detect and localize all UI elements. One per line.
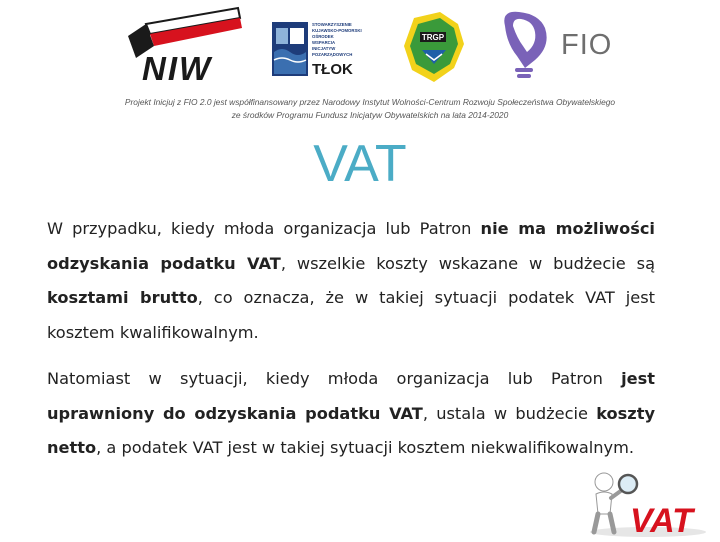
paragraph-2-text-3: , a podatek VAT jest w takiej sytuacji kosztem niekwalifikowalnym. (96, 438, 635, 457)
tlok-line-1: STOWARZYSZENIE (312, 22, 352, 27)
tlok-line-3: OŚRODEK (312, 34, 334, 39)
tlok-line-6: POZARZĄDOWYCH (312, 52, 353, 57)
magnifier-figure-icon (578, 468, 708, 538)
fio-logo-graphic (495, 6, 625, 81)
trgp-logo (400, 10, 470, 85)
tlok-line-4: WSPARCIA (312, 40, 336, 45)
niw-logo-graphic (120, 6, 245, 86)
tlok-logo (270, 18, 375, 80)
slide-title: VAT (313, 135, 407, 193)
funding-note-line-1: Projekt Inicjuj z FIO 2.0 jest współfinansowany przez Narodowy Instytut Wolności-Centrum Rozwoju Społeczeństwa Obywatelskiego (124, 97, 616, 107)
tlok-line-2: KUJAWSKO-POMORSKI (312, 28, 362, 33)
clipart-vat-text: VAT (630, 502, 693, 538)
vat-magnifier-clipart (578, 468, 708, 538)
paragraph-1-text-2: , wszelkie koszty wskazane w budżecie są (280, 253, 655, 273)
niw-logo (120, 6, 245, 86)
tlok-line-5: INICJATYW (312, 46, 336, 51)
tlok-name: TŁOK (312, 61, 353, 78)
fio-logo-text: FIO (561, 29, 613, 61)
paragraph-1-text-1: W przypadku, kiedy młoda organizacja lub Patron (47, 219, 481, 238)
tlok-logo-graphic (270, 18, 375, 80)
paragraph-2-bold-2: koszty netto (47, 403, 656, 457)
paragraph-1-bold-2: kosztami brutto (47, 288, 198, 307)
paragraph-1-bold-1: nie ma możliwości odzyskania podatku VAT (47, 219, 655, 273)
paragraph-gross-costs (47, 212, 655, 350)
paragraph-2-text-2: , ustala w budżecie (422, 403, 597, 423)
paragraph-2-text-1: Natomiast w sytuacji, kiedy młoda organizacja lub Patron (47, 369, 622, 388)
trgp-logo-graphic (400, 10, 470, 85)
trgp-logo-text: TRGP (421, 33, 445, 42)
niw-logo-text: NIW (142, 50, 213, 86)
paragraph-net-costs (47, 362, 655, 466)
paragraph-2-bold-1: jest uprawniony do odzyskania podatku VAT (47, 369, 655, 423)
fio-logo (495, 6, 625, 81)
funding-note-line-2: ze środków Programu Fundusz Inicjatyw Obywatelskich na lata 2014-2020 (231, 110, 509, 120)
paragraph-1-text-3: , co oznacza, że w takiej sytuacji podatek VAT jest kosztem kwalifikowalnym. (47, 288, 655, 342)
